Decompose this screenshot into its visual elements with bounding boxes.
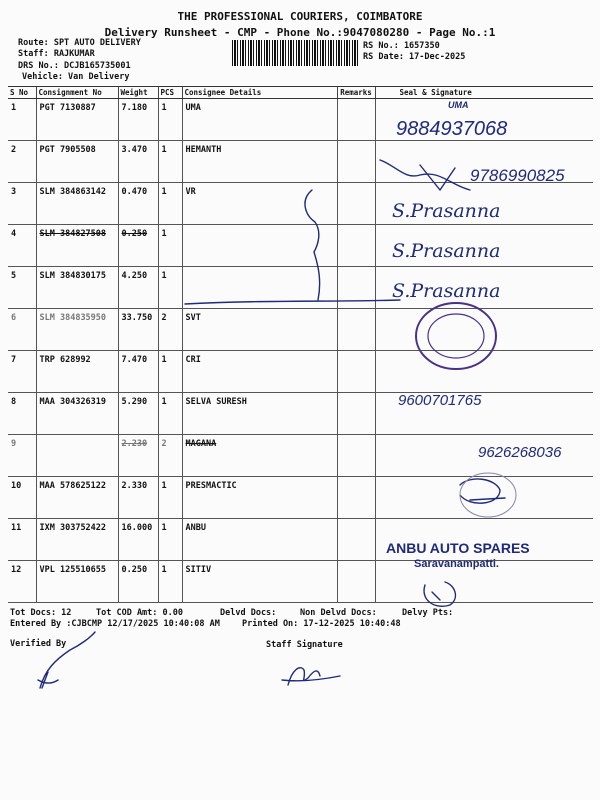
staff-signature-mark [282,668,340,685]
cell-pcs: 1 [158,267,182,309]
total-docs: Tot Docs: 12 [10,608,72,618]
cell-consignment: VPL 125510655 [36,561,118,603]
staff-signature-label: Staff Signature [266,640,343,650]
col-sno: S No [8,87,36,99]
rs-number: RS No.: 1657350 [363,41,440,51]
cell-consignee: VR [182,183,337,225]
cell-consignment: MAA 304326319 [36,393,118,435]
cell-weight: 0.470 [118,183,158,225]
verified-by-label: Verified By [10,639,67,649]
cell-consignee: MAGANA [182,435,337,477]
handwritten-signature: S.Prasanna [392,280,501,302]
vehicle-field: Vehicle: Van Delivery [22,72,130,82]
cell-sno: 3 [8,183,36,225]
total-cod: Tot COD Amt: 0.00 [96,608,183,618]
cell-sno: 8 [8,393,36,435]
cell-consignee: SVT [182,309,337,351]
signature-scribble [424,582,455,606]
signature-scribble [460,479,505,503]
cell-consignee: HEMANTH [182,141,337,183]
cell-weight: 7.470 [118,351,158,393]
scribble-stroke [420,165,455,190]
handwritten-signature: S.Prasanna [392,240,501,262]
cell-weight: 2.330 [118,477,158,519]
cell-sno: 11 [8,519,36,561]
cell-consignment: MAA 578625122 [36,477,118,519]
staff-field: Staff: RAJKUMAR [18,49,95,59]
cell-consignee: CRI [182,351,337,393]
cell-consignment: SLM 384835950 [36,309,118,351]
handwritten-phone: 9884937068 [396,118,508,140]
cell-consignment: IXM 303752422 [36,519,118,561]
cell-pcs: 1 [158,393,182,435]
cell-pcs: 1 [158,225,182,267]
col-weight: Weight [118,87,158,99]
cell-sno: 6 [8,309,36,351]
cell-consignment: PGT 7905508 [36,141,118,183]
handwritten-phone: 9600701765 [398,392,482,409]
cell-pcs: 1 [158,99,182,141]
cell-consignment: SLM 384863142 [36,183,118,225]
cell-weight: 16.000 [118,519,158,561]
cell-weight: 0.250 [118,225,158,267]
cell-pcs: 1 [158,519,182,561]
bracket-stroke [305,190,320,300]
cell-weight: 33.750 [118,309,158,351]
shop-stamp-name: ANBU AUTO SPARES [386,540,530,556]
cell-weight: 3.470 [118,141,158,183]
rs-date: RS Date: 17-Dec-2025 [363,52,466,62]
cell-consignment: TRP 628992 [36,351,118,393]
handwritten-phone: 9626268036 [478,444,562,461]
runsheet-subtitle: Delivery Runsheet - CMP - Phone No.:9047080280 - Page No.:1 [104,26,496,39]
cell-pcs: 2 [158,435,182,477]
round-stamp-inner [428,314,484,358]
cell-sno: 4 [8,225,36,267]
col-pcs: PCS [158,87,182,99]
underline-stroke [185,300,400,304]
cell-consignment: PGT 7130887 [36,99,118,141]
col-consignee: Consignee Details [182,87,337,99]
scribble-stroke [380,160,470,190]
handwritten-phone: 9786990825 [470,166,565,185]
route-field: Route: SPT AUTO DELIVERY [18,38,141,48]
cell-pcs: 2 [158,309,182,351]
cell-sno: 2 [8,141,36,183]
cell-pcs: 1 [158,141,182,183]
delivery-points: Delvy Pts: [402,608,454,618]
cell-pcs: 1 [158,183,182,225]
col-consignment: Consignment No [36,87,118,99]
cell-sno: 1 [8,99,36,141]
cell-weight: 0.250 [118,561,158,603]
entered-by: Entered By :CJBCMP 12/17/2025 10:40:08 AM [10,619,220,629]
company-title: THE PROFESSIONAL COURIERS, COIMBATORE [177,10,423,23]
cell-sno: 12 [8,561,36,603]
cell-sno: 7 [8,351,36,393]
cell-sno: 9 [8,435,36,477]
shop-stamp-place: Saravanampatti. [414,558,499,570]
cell-consignee: ANBU [182,519,337,561]
cell-weight: 2.230 [118,435,158,477]
delivered-docs: Delvd Docs: [220,608,277,618]
cell-consignment: SLM 384827508 [36,225,118,267]
faint-stamp [460,473,516,517]
handwritten-signature: S.Prasanna [392,200,501,222]
drs-field: DRS No.: DCJB165735001 [18,61,131,71]
cell-pcs: 1 [158,561,182,603]
cell-consignee: SITIV [182,561,337,603]
cell-weight: 4.250 [118,267,158,309]
cell-consignee: PRESMACTIC [182,477,337,519]
col-seal-signature: Seal & Signature [375,87,593,99]
cell-sno: 5 [8,267,36,309]
cell-consignment: SLM 384830175 [36,267,118,309]
cell-weight: 7.180 [118,99,158,141]
handwritten-name: UMA [448,100,469,110]
cell-pcs: 1 [158,477,182,519]
cell-consignee: SELVA SURESH [182,393,337,435]
cell-consignee: UMA [182,99,337,141]
col-remarks: Remarks [337,87,375,99]
cell-pcs: 1 [158,351,182,393]
printed-on: Printed On: 17-12-2025 10:40:48 [242,619,401,629]
non-delivered-docs: Non Delvd Docs: [300,608,377,618]
cell-weight: 5.290 [118,393,158,435]
cell-sno: 10 [8,477,36,519]
